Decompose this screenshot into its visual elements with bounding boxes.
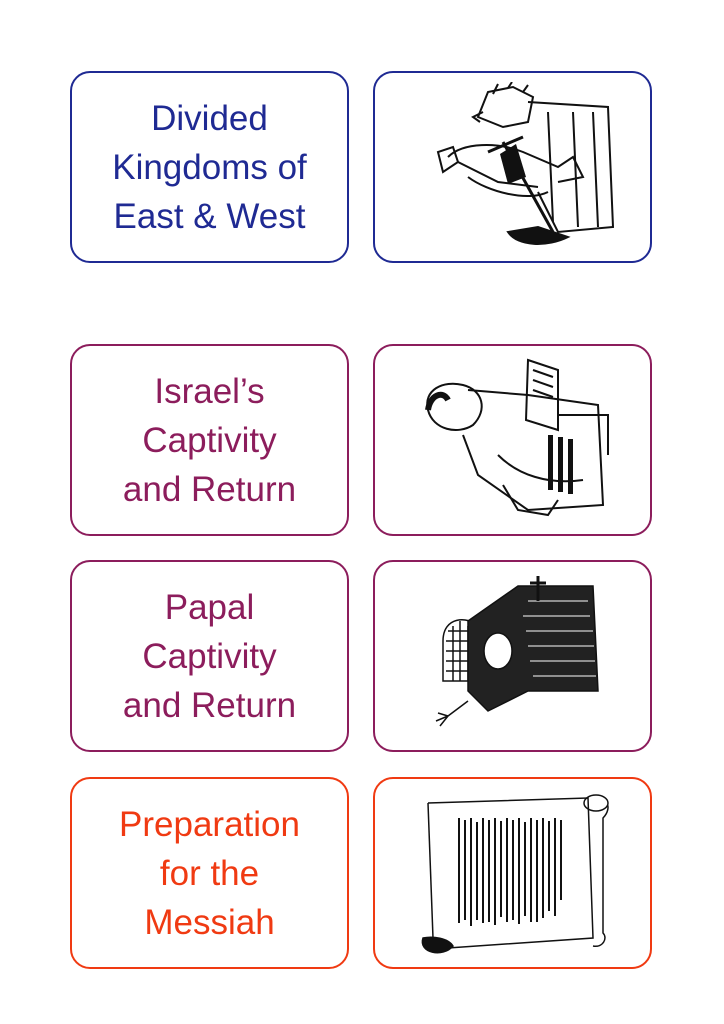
label-card-papal-captivity (70, 560, 349, 752)
picture-card-papal-captivity (373, 560, 652, 752)
card-label: Preparation for the Messiah (119, 804, 300, 942)
pope-before-stained-glass-illustration (408, 571, 618, 741)
label-card-divided-kingdoms (70, 71, 349, 263)
card-label: Israel’s Captivity and Return (122, 371, 297, 509)
card-label: Divided Kingdoms of East & West (112, 98, 307, 236)
picture-card-divided-kingdoms (373, 71, 652, 263)
man-reading-book-illustration (408, 355, 618, 525)
picture-card-israels-captivity (373, 344, 652, 536)
card-label: Papal Captivity and Return (122, 587, 297, 725)
picture-card-preparation-messiah (373, 777, 652, 969)
label-card-preparation-messiah (70, 777, 349, 969)
label-card-israels-captivity (70, 344, 349, 536)
scroll-illustration (408, 788, 618, 958)
crowned-king-with-sword-illustration (408, 82, 618, 252)
